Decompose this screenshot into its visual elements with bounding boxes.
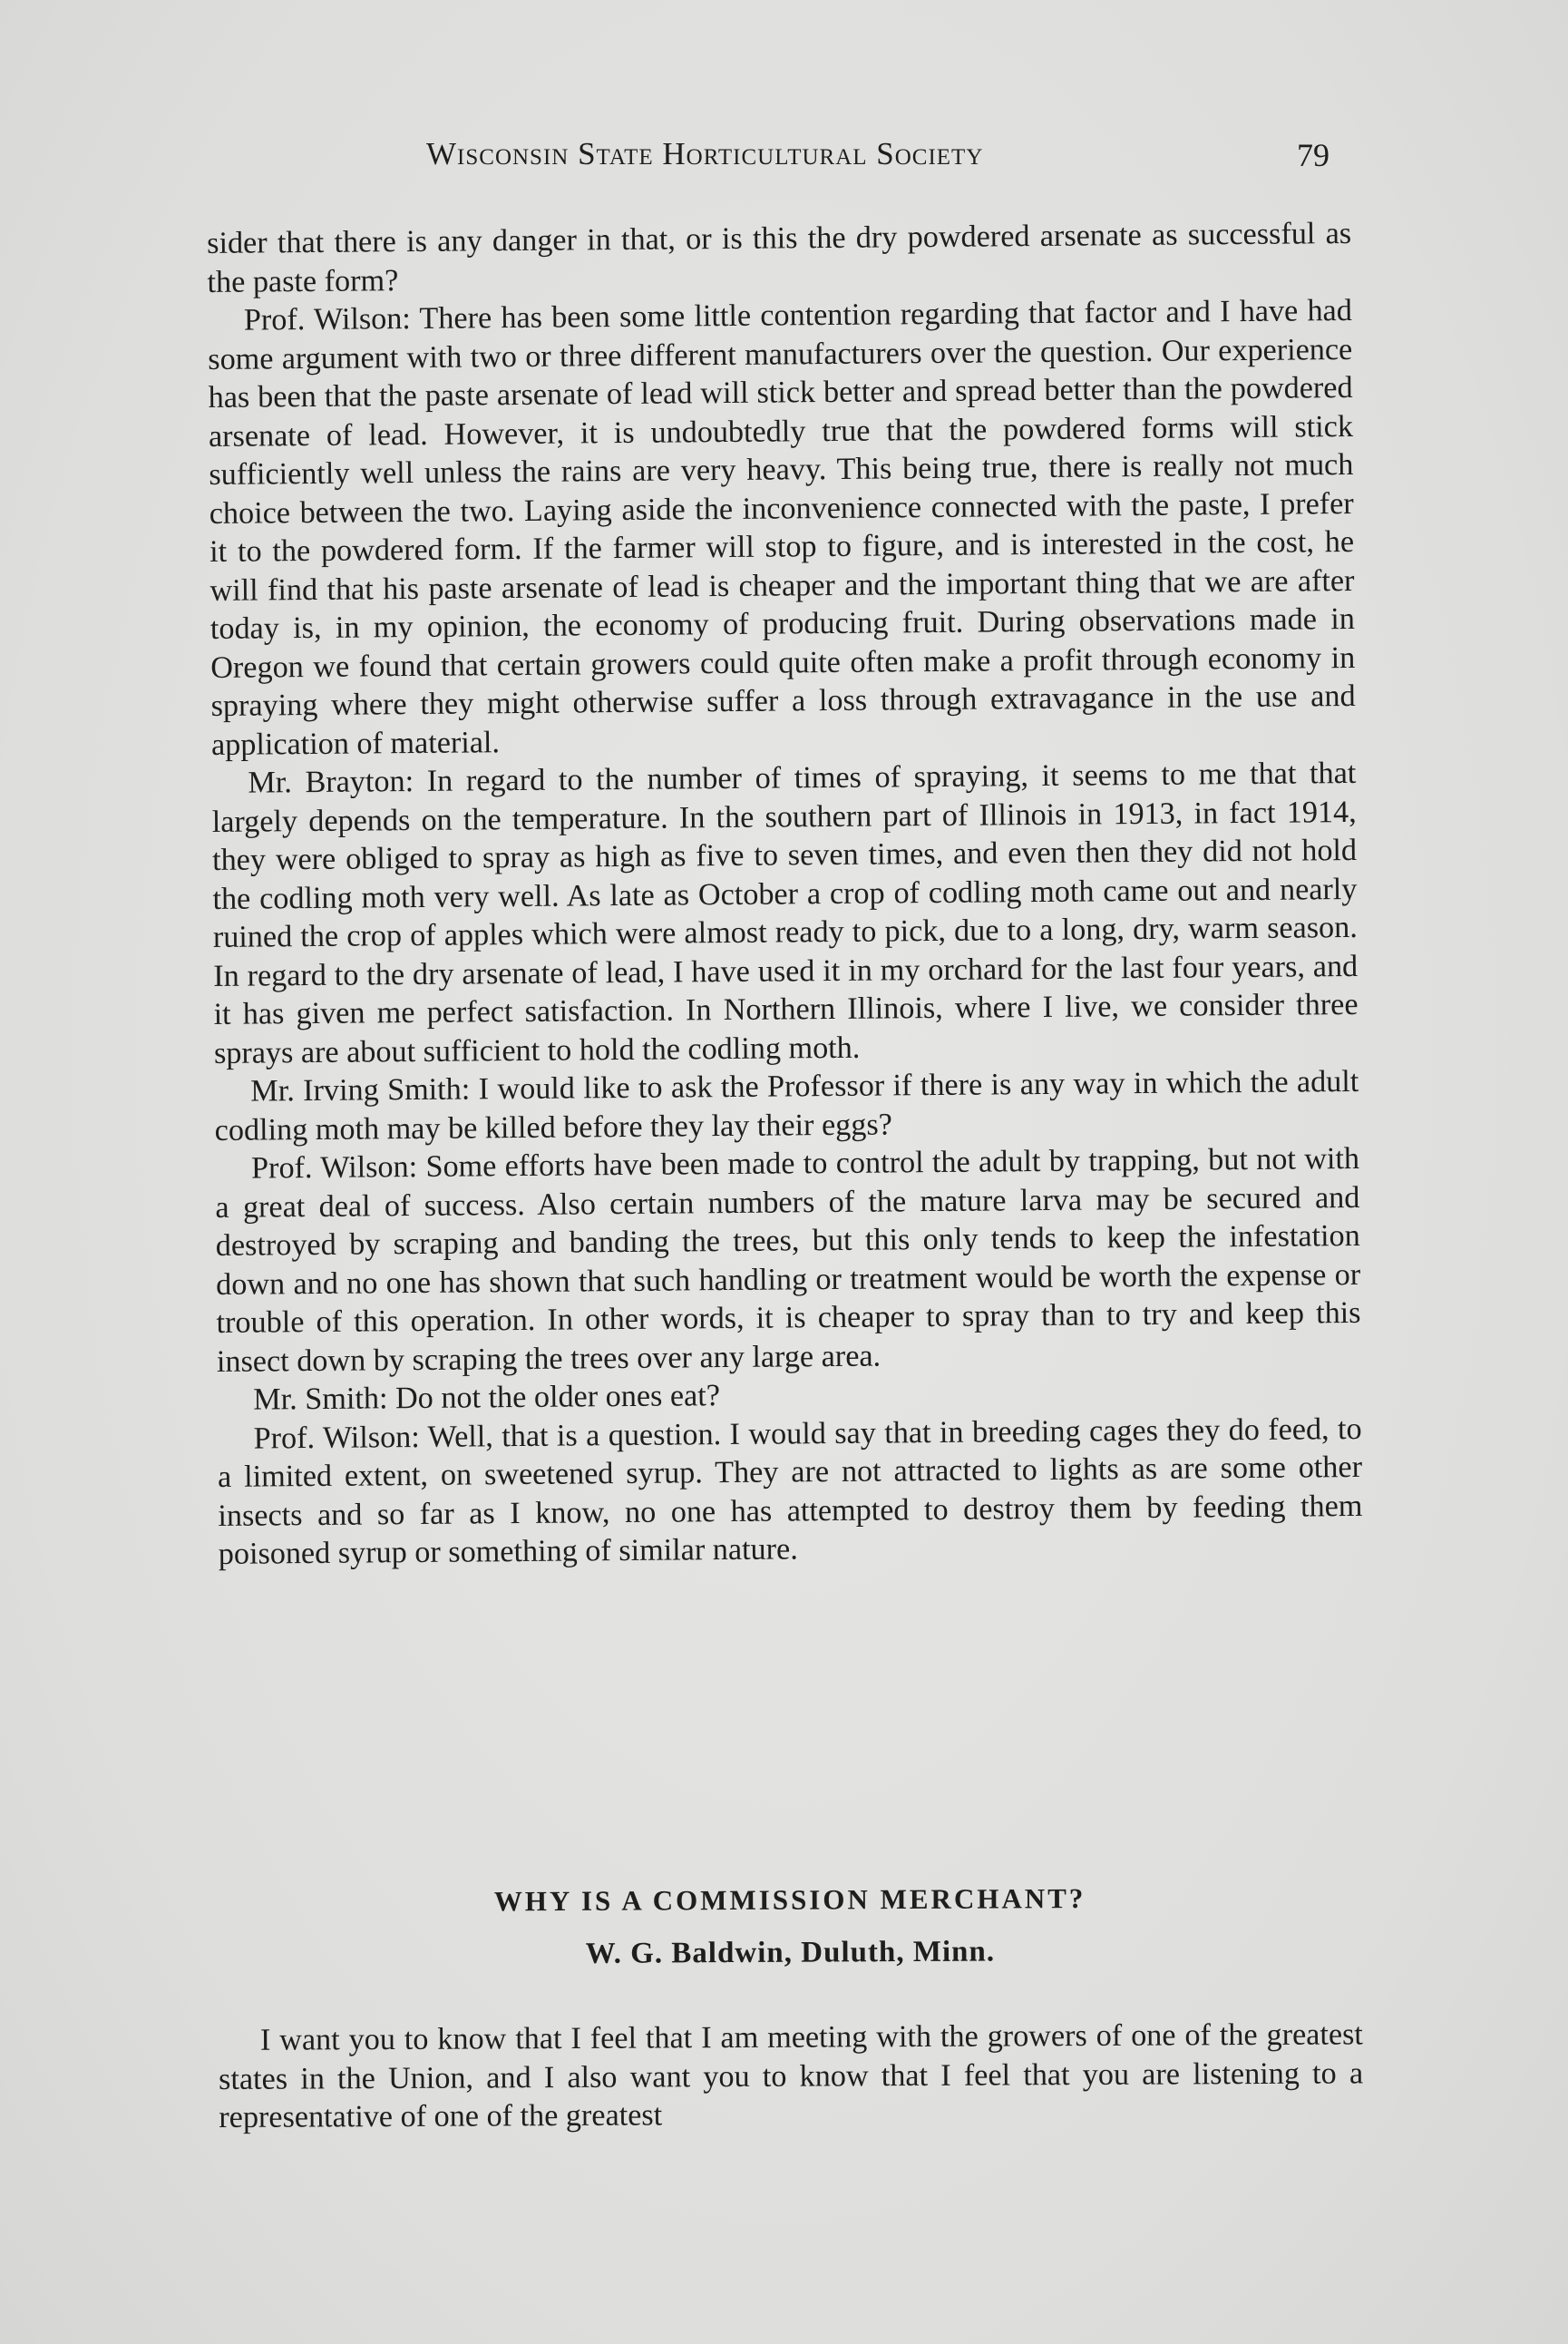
article-section — [218, 1880, 1363, 2137]
section-paragraph: I want you to know that I feel that I am meeting with the growers of one of the greatest states in the Union, and I also want you to know that I feel that you are listening to a representative of one of the greatest — [219, 2017, 1364, 2134]
paragraph: Prof. Wilson: Some efforts have been made to control the adult by trapping, but not with a great deal of success. Also certain numbers of the mature larva may be secured and destroyed by scraping and banding the trees, but this only tends to keep the infestation down and no one has shown that such handling or treatment would be worth the expense or trouble of this operation. In other words, it is cheaper to spray than to try and keep this insect down by scraping the trees over any large area. — [215, 1141, 1361, 1379]
paragraph: Mr. Smith: Do not the older ones eat? — [253, 1379, 721, 1417]
paragraph: Mr. Brayton: In regard to the number of times of spraying, it seems to me that that largely depends on the temperature. In the southern part of Illinois in 1913, in fact 1914, they were obliged to spray as high as five to seven times, and even then they did not hold the codling moth very well. As late as October a crop of codling moth came out and nearly ruined the crop of apples which were almost ready to pick, due to a long, dry, warm season. In regard to the dry arsenate of lead, I have used it in my orchard for the last four years, and it has given me perfect satisfaction. In Northern Illinois, where I live, we consider three sprays are about sufficient to hold the codling moth. — [211, 756, 1359, 1070]
paragraph: Prof. Wilson: Well, that is a question. I would say that in breeding cages they do feed, to a limited extent, on sweetened syrup. They are not attracted to lights as are some other insects and so far as I know, no one has attempted to destroy them by feeding them poisoned syrup or something of similar nature. — [217, 1411, 1363, 1571]
running-head: Wisconsin State Horticultural Society — [426, 136, 984, 171]
section-title: WHY IS A COMMISSION MERCHANT? — [493, 1881, 1086, 1918]
body-text — [207, 215, 1363, 1574]
page-number: 79 — [1297, 137, 1329, 173]
paragraph: sider that there is any danger in that, or is this the dry powdered arsenate as successful as the paste form? — [207, 216, 1352, 299]
paragraph: Prof. Wilson: There has been some little contention regarding that factor and I have had some argument with two or three different manufacturers over the question. Our experience has been that the paste arsenate of lead will stick better and spread better than the powdered arsenate of lead. However, it is undoubtedly true that the powdered forms will stick sufficiently well unless the rains are very heavy. This being true, there is really not much choice between the two. Laying aside the inconvenience connected with the paste, I prefer it to the powdered form. If the farmer will stop to figure, and is interested in the cost, he will find that his paste arsenate of lead is cheaper and the important thing that we are after today is, in my opinion, the economy of producing fruit. During observations made in Oregon we found that certain growers could quite often make a profit through economy in spraying where they might otherwise suffer a loss through extravagance in the use and application of material. — [208, 293, 1356, 762]
paragraph: Mr. Irving Smith: I would like to ask the Professor if there is any way in which the adult codling moth may be killed before they lay their eggs? — [214, 1064, 1359, 1148]
section-author: W. G. Baldwin, Duluth, Minn. — [585, 1935, 996, 1970]
